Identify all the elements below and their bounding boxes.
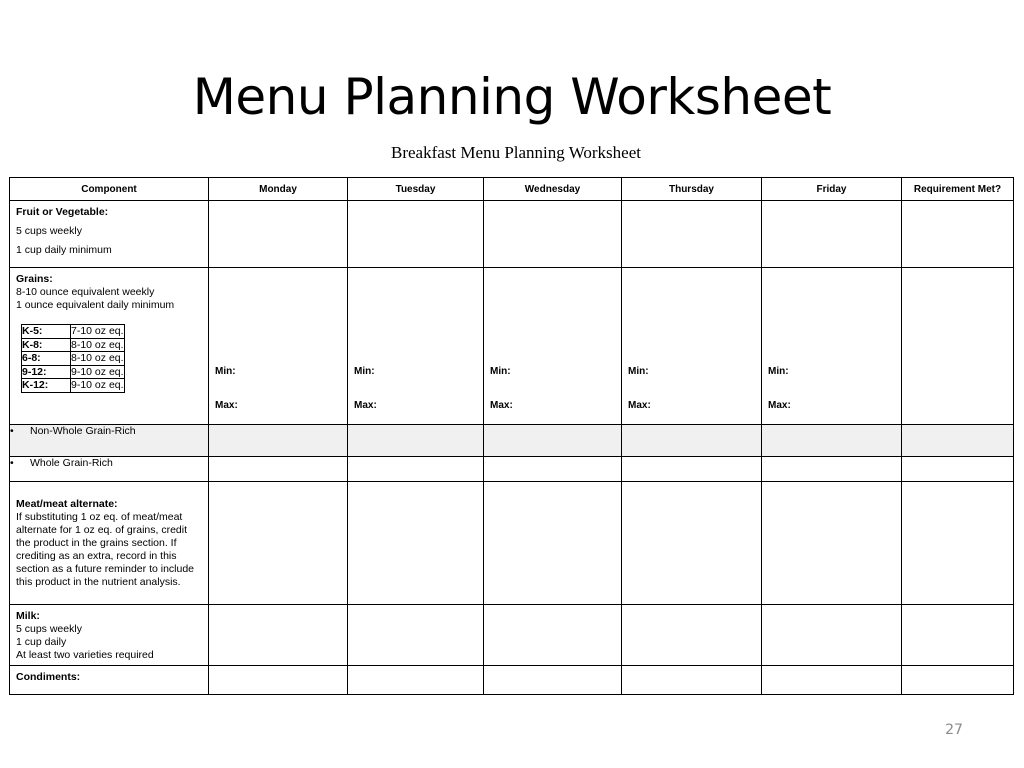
- nwg-requirement-cell[interactable]: [902, 425, 1014, 457]
- grains-monday-cell[interactable]: [209, 268, 348, 425]
- range-level: 6-8:: [22, 352, 71, 366]
- min-label: Min:: [215, 366, 236, 377]
- range-amount: 9-10 oz eq.: [71, 379, 124, 391]
- wg-requirement-cell[interactable]: [902, 457, 1014, 482]
- milk-thursday-cell[interactable]: [622, 605, 762, 666]
- meat-line: the product in the grains section. If: [16, 537, 177, 549]
- worksheet-table: [9, 177, 1014, 695]
- component-condiments: [10, 666, 209, 695]
- milk-line: At least two varieties required: [16, 649, 154, 661]
- fv-friday-cell[interactable]: [762, 201, 902, 268]
- meat-monday-cell[interactable]: [209, 482, 348, 605]
- fruit-veg-line: 5 cups weekly: [16, 225, 82, 237]
- milk-requirement-cell[interactable]: [902, 605, 1014, 666]
- meat-line: If substituting 1 oz eq. of meat/meat: [16, 511, 183, 523]
- meat-requirement-cell[interactable]: [902, 482, 1014, 605]
- header-friday: Friday: [762, 178, 902, 201]
- range-level: K-8:: [22, 338, 71, 352]
- bullet-icon: •: [10, 425, 14, 437]
- milk-line: 5 cups weekly: [16, 623, 82, 635]
- meat-line: this product in the nutrient analysis.: [16, 576, 181, 588]
- min-label: Min:: [768, 366, 789, 377]
- wg-thursday-cell[interactable]: [622, 457, 762, 482]
- cond-friday-cell[interactable]: [762, 666, 902, 695]
- max-label: Max:: [490, 400, 513, 411]
- row-grains: [10, 268, 1014, 425]
- fv-thursday-cell[interactable]: [622, 201, 762, 268]
- fv-requirement-cell[interactable]: [902, 201, 1014, 268]
- max-label: Max:: [215, 400, 238, 411]
- header-wednesday: Wednesday: [484, 178, 622, 201]
- page-number: 27: [945, 722, 963, 738]
- milk-wednesday-cell[interactable]: [484, 605, 622, 666]
- component-milk: [10, 605, 209, 666]
- condiments-heading: Condiments:: [16, 671, 81, 683]
- meat-thursday-cell[interactable]: [622, 482, 762, 605]
- non-whole-grain-label: Non-Whole Grain-Rich: [30, 425, 136, 437]
- max-label: Max:: [768, 400, 791, 411]
- header-requirement-met: Requirement Met?: [902, 178, 1014, 201]
- grains-heading: Grains:: [16, 273, 53, 285]
- milk-monday-cell[interactable]: [209, 605, 348, 666]
- grains-range-table: [21, 324, 125, 393]
- range-level: K-12:: [22, 379, 71, 393]
- range-level: K-5:: [22, 325, 71, 339]
- milk-tuesday-cell[interactable]: [348, 605, 484, 666]
- header-component: Component: [10, 178, 209, 201]
- component-whole-grain-rich: [10, 457, 209, 482]
- nwg-thursday-cell[interactable]: [622, 425, 762, 457]
- nwg-monday-cell[interactable]: [209, 425, 348, 457]
- row-fruit-vegetable: [10, 201, 1014, 268]
- meat-line: crediting as an extra, record in this: [16, 550, 177, 562]
- grains-line: 8-10 ounce equivalent weekly: [16, 286, 155, 298]
- grains-tuesday-cell[interactable]: [348, 268, 484, 425]
- component-non-whole-grain-rich: [10, 425, 209, 457]
- milk-friday-cell[interactable]: [762, 605, 902, 666]
- row-milk: [10, 605, 1014, 666]
- meat-wednesday-cell[interactable]: [484, 482, 622, 605]
- header-monday: Monday: [209, 178, 348, 201]
- header-tuesday: Tuesday: [348, 178, 484, 201]
- fruit-veg-line: 1 cup daily minimum: [16, 244, 112, 256]
- bullet-icon: •: [10, 457, 14, 469]
- grains-friday-cell[interactable]: [762, 268, 902, 425]
- milk-heading: Milk:: [16, 610, 40, 622]
- component-grains: [10, 268, 209, 425]
- row-condiments: [10, 666, 1014, 695]
- header-thursday: Thursday: [622, 178, 762, 201]
- nwg-wednesday-cell[interactable]: [484, 425, 622, 457]
- cond-wednesday-cell[interactable]: [484, 666, 622, 695]
- grains-wednesday-cell[interactable]: [484, 268, 622, 425]
- worksheet-title: Breakfast Menu Planning Worksheet: [391, 143, 641, 162]
- cond-tuesday-cell[interactable]: [348, 666, 484, 695]
- fv-wednesday-cell[interactable]: [484, 201, 622, 268]
- fv-tuesday-cell[interactable]: [348, 201, 484, 268]
- fv-monday-cell[interactable]: [209, 201, 348, 268]
- component-fruit-vegetable: [10, 201, 209, 268]
- fruit-veg-heading: Fruit or Vegetable:: [16, 206, 109, 218]
- wg-tuesday-cell[interactable]: [348, 457, 484, 482]
- slide-title: Menu Planning Worksheet: [192, 68, 832, 126]
- cond-monday-cell[interactable]: [209, 666, 348, 695]
- min-label: Min:: [628, 366, 649, 377]
- milk-line: 1 cup daily: [16, 636, 67, 648]
- meat-line: section as a future reminder to include: [16, 563, 195, 575]
- cond-requirement-cell[interactable]: [902, 666, 1014, 695]
- meat-line: alternate for 1 oz eq. of grains, credit: [16, 524, 188, 536]
- min-label: Min:: [354, 366, 375, 377]
- meat-heading: Meat/meat alternate:: [16, 498, 118, 510]
- max-label: Max:: [354, 400, 377, 411]
- whole-grain-label: Whole Grain-Rich: [30, 457, 113, 469]
- header-row: [10, 178, 1014, 201]
- component-meat-alternate: [10, 482, 209, 605]
- wg-wednesday-cell[interactable]: [484, 457, 622, 482]
- nwg-friday-cell[interactable]: [762, 425, 902, 457]
- range-amount: 8-10 oz eq.: [71, 352, 124, 364]
- range-level: 9-12:: [22, 365, 71, 379]
- cond-thursday-cell[interactable]: [622, 666, 762, 695]
- meat-tuesday-cell[interactable]: [348, 482, 484, 605]
- nwg-tuesday-cell[interactable]: [348, 425, 484, 457]
- max-label: Max:: [628, 400, 651, 411]
- range-amount: 7-10 oz eq.: [71, 325, 124, 337]
- row-whole-grain-rich: [10, 457, 1014, 482]
- range-amount: 8-10 oz eq.: [71, 338, 124, 351]
- grains-line: 1 ounce equivalent daily minimum: [16, 299, 175, 311]
- range-amount: 9-10 oz eq.: [71, 365, 124, 378]
- grains-thursday-cell[interactable]: [622, 268, 762, 425]
- min-label: Min:: [490, 366, 511, 377]
- row-non-whole-grain-rich: [10, 425, 1014, 457]
- row-meat-alternate: [10, 482, 1014, 605]
- wg-friday-cell[interactable]: [762, 457, 902, 482]
- meat-friday-cell[interactable]: [762, 482, 902, 605]
- grains-requirement-cell[interactable]: [902, 268, 1014, 425]
- wg-monday-cell[interactable]: [209, 457, 348, 482]
